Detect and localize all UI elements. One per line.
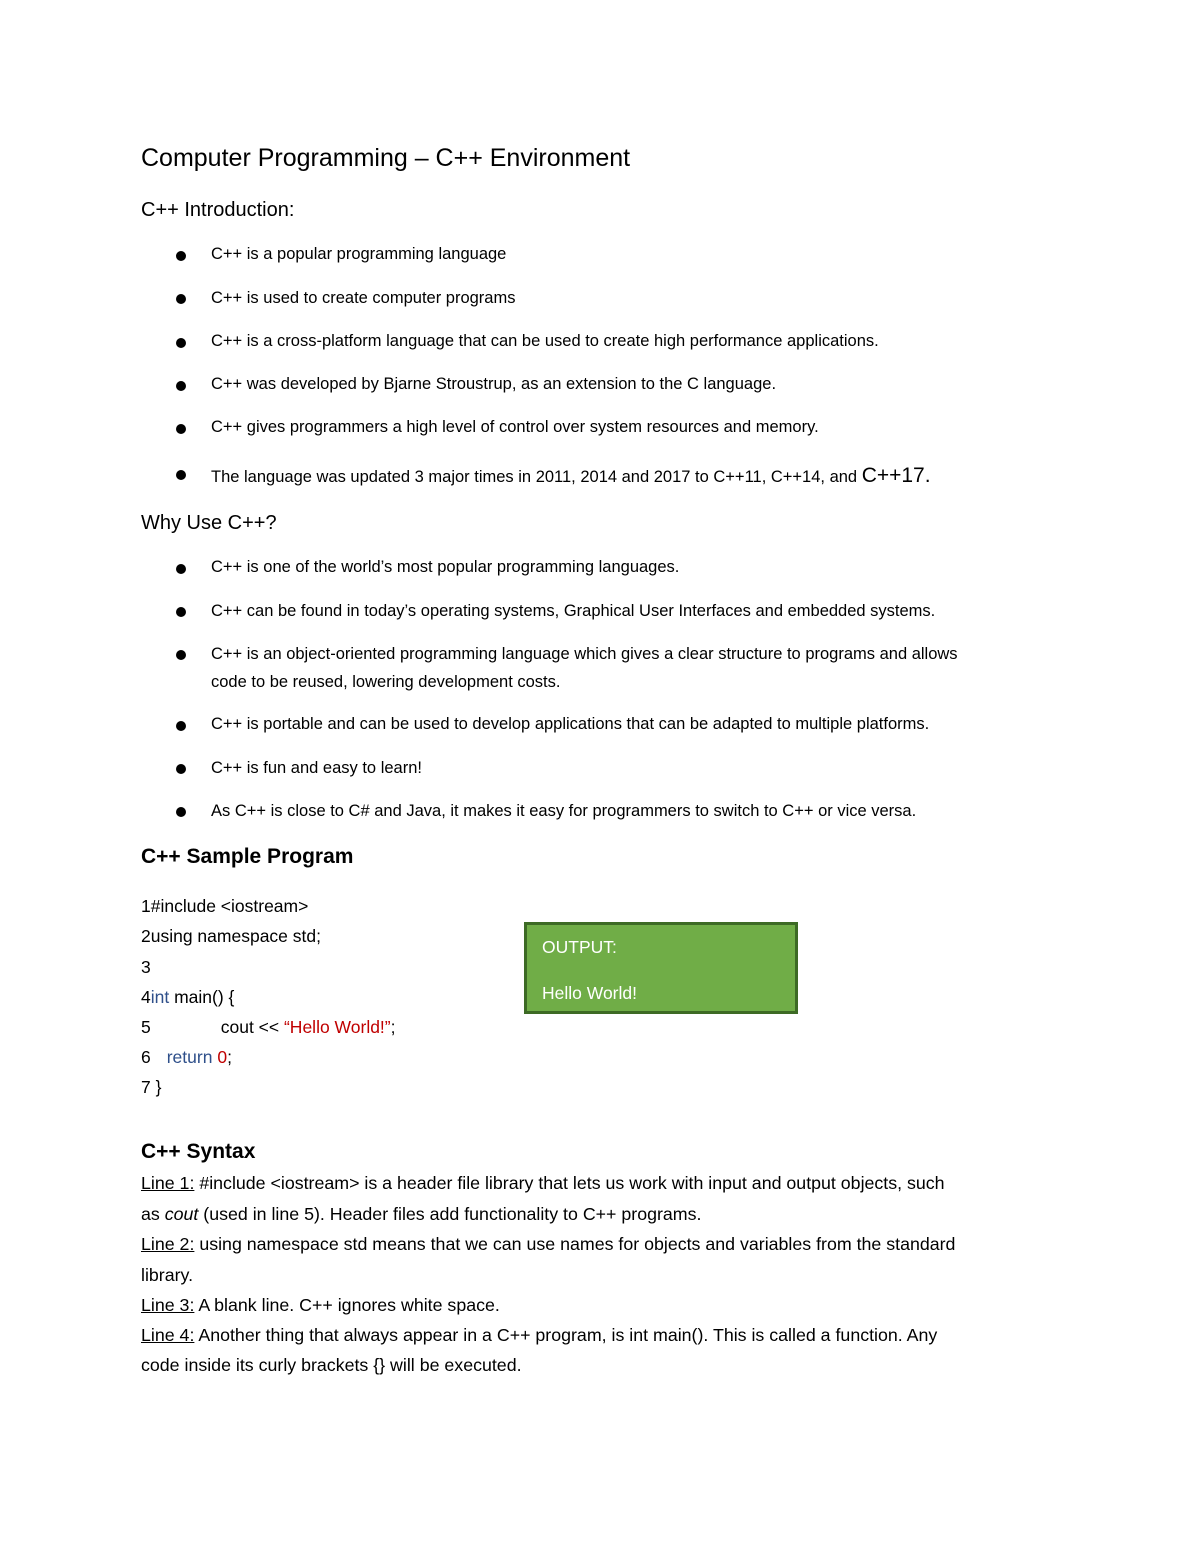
syntax-line-2-label: Line 2: — [141, 1234, 195, 1254]
bullet-dot — [176, 607, 186, 617]
bullet-dot — [176, 251, 186, 261]
syntax-line-1 — [141, 1173, 945, 1194]
intro-bullet-5: C++ gives programmers a high level of control over system resources and memory. — [211, 418, 819, 436]
output-label: OUTPUT: — [542, 937, 617, 957]
bullet-dot — [176, 807, 186, 817]
code-line-4 — [141, 987, 234, 1008]
bullet-dot — [176, 650, 186, 660]
bullet-dot — [176, 338, 186, 348]
why-bullet-5: C++ is fun and easy to learn! — [211, 759, 422, 777]
intro-bullet-3: C++ is a cross-platform language that can be used to create high performance applications. — [211, 332, 879, 350]
output-value: Hello World! — [542, 983, 637, 1003]
code-line-5-num: 5 — [141, 1017, 151, 1037]
code-line-2: 2using namespace std; — [141, 926, 321, 946]
code-line-4-num: 4 — [141, 987, 151, 1007]
syntax-line-2-cont: library. — [141, 1265, 194, 1285]
code-line-7: 7 } — [141, 1077, 162, 1097]
why-bullet-6: As C++ is close to C# and Java, it makes it easy for programmers to switch to C++ or vice versa. — [211, 802, 917, 820]
bullet-dot — [176, 721, 186, 731]
syntax-cout-italic: cout — [164, 1204, 199, 1224]
why-heading: Why Use C++? — [141, 512, 277, 534]
why-bullet-3: C++ is an object-oriented programming language which gives a clear structure to programs and allows — [211, 645, 958, 663]
intro-heading: C++ Introduction: — [141, 199, 295, 221]
code-return-value: 0 — [217, 1047, 228, 1067]
syntax-line-2 — [141, 1234, 955, 1255]
code-line-6 — [141, 1047, 232, 1068]
bullet-dot — [176, 470, 186, 480]
page-title: Computer Programming – C++ Environment — [141, 144, 631, 172]
syntax-line-4-label: Line 4: — [141, 1325, 195, 1345]
syntax-line-3-label: Line 3: — [141, 1295, 195, 1315]
syntax-line-1-cont-post: (used in line 5). Header files add functionality to C++ programs. — [198, 1204, 702, 1224]
code-string: “Hello World!” — [283, 1017, 391, 1037]
bullet-dot — [176, 381, 186, 391]
intro-bullet-6-big: C++17. — [861, 464, 931, 487]
bullet-dot — [176, 424, 186, 434]
code-keyword-int: int — [150, 987, 170, 1007]
syntax-line-4 — [141, 1325, 937, 1346]
syntax-line-3-text: A blank line. C++ ignores white space. — [194, 1295, 500, 1315]
intro-bullet-6-text: The language was updated 3 major times in 2011, 2014 and 2017 to C++11, C++14, and — [211, 468, 862, 486]
intro-bullet-6 — [211, 464, 931, 488]
why-bullet-3-cont: code to be reused, lowering development costs. — [211, 673, 561, 691]
code-line-6-num: 6 — [141, 1047, 151, 1067]
bullet-dot — [176, 294, 186, 304]
code-line-5-code: cout << — [220, 1017, 284, 1037]
code-line-4-rest: main() { — [169, 987, 235, 1007]
code-line-5-end: ; — [390, 1017, 396, 1037]
why-bullet-4: C++ is portable and can be used to develop applications that can be adapted to multiple platforms. — [211, 715, 930, 733]
syntax-line-4-cont: code inside its curly brackets {} will be executed. — [141, 1355, 522, 1375]
code-line-3: 3 — [141, 957, 151, 977]
syntax-line-2-text: using namespace std means that we can use names for objects and variables from the standard — [194, 1234, 956, 1254]
code-keyword-return: return — [166, 1047, 213, 1067]
syntax-line-1-label: Line 1: — [141, 1173, 195, 1193]
intro-bullet-2: C++ is used to create computer programs — [211, 289, 516, 307]
syntax-line-1-text: #include <iostream> is a header file library that lets us work with input and output objects, such — [194, 1173, 945, 1193]
why-bullet-1: C++ is one of the world’s most popular programming languages. — [211, 558, 680, 576]
code-line-6-end: ; — [227, 1047, 232, 1067]
sample-heading: C++ Sample Program — [141, 845, 354, 868]
code-line-5 — [141, 1017, 396, 1038]
syntax-line-1-cont — [141, 1204, 701, 1225]
syntax-line-4-text: Another thing that always appear in a C++ program, is int main(). This is called a function. Any — [194, 1325, 938, 1345]
syntax-line-3 — [141, 1295, 500, 1316]
bullet-dot — [176, 764, 186, 774]
intro-bullet-1: C++ is a popular programming language — [211, 245, 507, 263]
code-line-1: 1#include <iostream> — [141, 896, 309, 916]
syntax-line-1-cont-pre: as — [141, 1204, 165, 1224]
output-box — [524, 922, 798, 1014]
intro-bullet-4: C++ was developed by Bjarne Stroustrup, as an extension to the C language. — [211, 375, 777, 393]
bullet-dot — [176, 564, 186, 574]
syntax-heading: C++ Syntax — [141, 1140, 256, 1163]
why-bullet-2: C++ can be found in today’s operating systems, Graphical User Interfaces and embedded systems. — [211, 602, 936, 620]
